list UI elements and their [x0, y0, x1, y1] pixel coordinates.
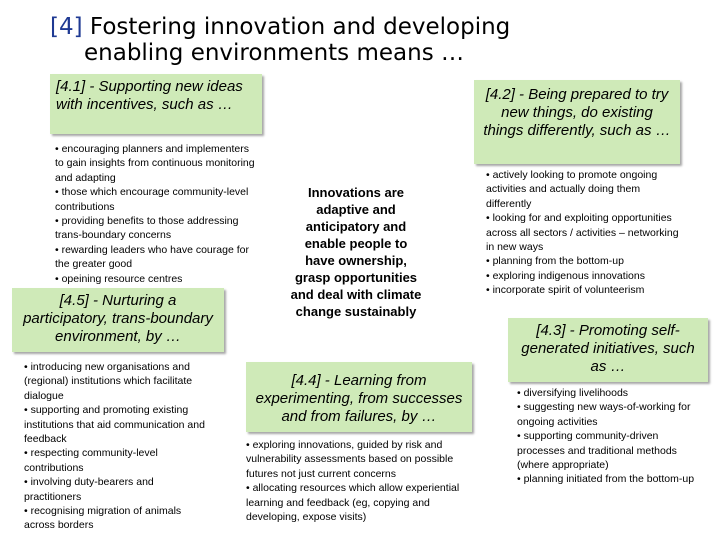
box-4-2-text: [4.2] - Being prepared to try new things, do existing things differently, such as …: [483, 86, 671, 139]
bullet-item: • providing benefits to those addressing trans-boundary concerns: [55, 215, 239, 242]
bullet-item: • encouraging planners and implementers to gain insights from continuous monitoring and adapting: [55, 143, 255, 184]
box-4-4-text: [4.4] - Learning from experimenting, from successes and from failures, by …: [255, 372, 463, 425]
bullet-item: • planning from the bottom-up: [486, 255, 624, 268]
box-4-3-text: [4.3] - Promoting self-generated initiatives, such as …: [521, 322, 695, 375]
bullet-item: • introducing new organisations and (regional) institutions which facilitate dialogue: [24, 361, 193, 402]
box-4-5: [12, 288, 224, 352]
bullets-4-5: [24, 360, 210, 533]
bullet-item: • planning initiated from the bottom-up: [517, 473, 695, 486]
box-4-1-text: [4.1] - Supporting new ideas with incentives, such as …: [56, 78, 243, 113]
bullet-item: • suggesting new ways-of-working for ongoing activities: [517, 401, 691, 428]
bullet-item: • looking for and exploiting opportunities across all sectors / activities – networking in new ways: [486, 212, 679, 254]
box-4-5-text: [4.5] - Nurturing a participatory, trans-boundary environment, by …: [23, 292, 213, 345]
bullet-item: • actively looking to promote ongoing activities and actually doing them differently: [486, 169, 658, 210]
bullet-item: • exploring innovations, guided by risk and vulnerability assessments based on possible futures not just current concerns: [246, 439, 454, 480]
bullet-item: • recognising migration of animals across borders: [24, 505, 182, 532]
box-4-3: [508, 318, 708, 382]
bullets-4-1: [55, 142, 255, 286]
bullet-item: • incorporate spirit of volunteerism: [486, 284, 645, 297]
bullet-item: • allocating resources which allow experiential learning and feedback (eg, copying and developing, expose visits): [246, 482, 460, 524]
title-line-1: Fostering innovation and developing: [82, 14, 511, 40]
bullet-item: • respecting community-level contributions: [24, 447, 158, 474]
box-4-1: [50, 74, 262, 134]
title-line-2: enabling environments means …: [84, 40, 464, 66]
bullets-4-3: [517, 386, 697, 487]
bullets-4-4: [246, 438, 478, 524]
bullet-item: • diversifying livelihoods: [517, 387, 629, 399]
title-number: [4]: [50, 14, 83, 40]
bullet-item: • involving duty-bearers and practitioners: [24, 476, 154, 503]
bullet-item: • exploring indigenous innovations: [486, 269, 645, 282]
bullet-item: • rewarding leaders who have courage for the greater good: [55, 243, 249, 271]
bullets-4-2: [486, 168, 684, 298]
bullet-item: • opeining resource centres: [55, 272, 183, 285]
bullet-item: • supporting and promoting existing institutions that aid communication and feedback: [24, 404, 205, 446]
slide-title: [50, 14, 550, 66]
box-4-4: [246, 362, 472, 432]
bullet-item: • those which encourage community-level contributions: [55, 186, 249, 213]
bullet-item: • supporting community-driven processes and traditional methods (where appropriate): [517, 430, 677, 472]
central-statement: [290, 184, 422, 320]
box-4-2: [474, 80, 680, 164]
central-statement-text: Innovations are adaptive and anticipatory and enable people to have ownership, grasp opportunities and deal with climate change sustainably: [290, 185, 422, 319]
